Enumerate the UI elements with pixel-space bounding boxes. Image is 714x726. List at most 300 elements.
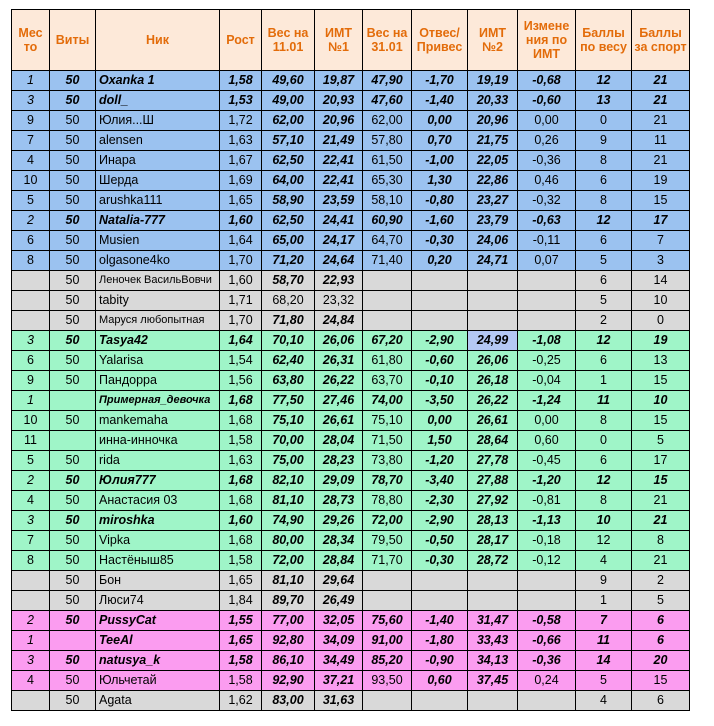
cell-weight-1101[interactable]: 64,00 [262,171,315,191]
header-bmi-change[interactable]: Измене ния по ИМТ [518,10,576,71]
cell-vity[interactable]: 50 [50,531,96,551]
cell-vity[interactable]: 50 [50,611,96,631]
cell-bmi2[interactable] [468,691,518,711]
cell-bmi1[interactable]: 28,04 [315,431,363,451]
cell-bmi2[interactable]: 27,88 [468,471,518,491]
cell-points-weight[interactable]: 10 [576,511,632,531]
cell-nick[interactable]: Пандорра [96,371,220,391]
cell-bmi-change[interactable]: -0,04 [518,371,576,391]
cell-bmi2[interactable]: 28,13 [468,511,518,531]
cell-bmi2[interactable]: 20,96 [468,111,518,131]
cell-delta[interactable]: -2,30 [412,491,468,511]
cell-nick[interactable]: alensen [96,131,220,151]
cell-height[interactable]: 1,53 [220,91,262,111]
cell-bmi-change[interactable]: -0,18 [518,531,576,551]
cell-bmi1[interactable]: 24,17 [315,231,363,251]
cell-vity[interactable]: 50 [50,491,96,511]
cell-place[interactable] [12,591,50,611]
cell-height[interactable]: 1,64 [220,231,262,251]
cell-bmi2[interactable]: 20,33 [468,91,518,111]
cell-bmi2[interactable]: 26,22 [468,391,518,411]
cell-weight-1101[interactable]: 63,80 [262,371,315,391]
cell-vity[interactable] [50,391,96,411]
cell-bmi-change[interactable]: -0,66 [518,631,576,651]
cell-delta[interactable]: -0,30 [412,231,468,251]
header-bmi1[interactable]: ИМТ №1 [315,10,363,71]
cell-place[interactable]: 2 [12,611,50,631]
cell-bmi1[interactable]: 21,49 [315,131,363,151]
cell-bmi2[interactable]: 22,86 [468,171,518,191]
cell-points-weight[interactable]: 6 [576,451,632,471]
cell-delta[interactable]: -1,20 [412,451,468,471]
cell-points-sport[interactable]: 15 [632,411,690,431]
cell-height[interactable]: 1,84 [220,591,262,611]
cell-points-sport[interactable]: 15 [632,671,690,691]
cell-place[interactable]: 3 [12,651,50,671]
cell-points-sport[interactable]: 15 [632,191,690,211]
cell-bmi2[interactable]: 23,27 [468,191,518,211]
cell-vity[interactable]: 50 [50,551,96,571]
cell-weight-1101[interactable]: 92,80 [262,631,315,651]
cell-points-sport[interactable]: 21 [632,511,690,531]
cell-weight-1101[interactable]: 58,90 [262,191,315,211]
cell-points-weight[interactable]: 2 [576,311,632,331]
cell-nick[interactable]: rida [96,451,220,471]
cell-nick[interactable]: Yalarisa [96,351,220,371]
cell-delta[interactable] [412,291,468,311]
cell-bmi1[interactable]: 24,84 [315,311,363,331]
cell-height[interactable]: 1,68 [220,471,262,491]
cell-weight-3101[interactable]: 62,00 [363,111,412,131]
cell-points-sport[interactable]: 3 [632,251,690,271]
cell-height[interactable]: 1,58 [220,551,262,571]
cell-place[interactable]: 4 [12,151,50,171]
cell-delta[interactable]: -1,60 [412,211,468,231]
cell-vity[interactable]: 50 [50,131,96,151]
cell-height[interactable]: 1,65 [220,571,262,591]
cell-delta[interactable]: -2,90 [412,331,468,351]
cell-bmi1[interactable]: 26,22 [315,371,363,391]
cell-weight-1101[interactable]: 74,90 [262,511,315,531]
cell-vity[interactable]: 50 [50,371,96,391]
cell-vity[interactable]: 50 [50,311,96,331]
cell-points-sport[interactable]: 15 [632,371,690,391]
cell-nick[interactable]: Бон [96,571,220,591]
cell-bmi-change[interactable]: 0,46 [518,171,576,191]
cell-bmi1[interactable]: 28,73 [315,491,363,511]
cell-place[interactable]: 10 [12,171,50,191]
cell-nick[interactable]: PussyCat [96,611,220,631]
cell-delta[interactable]: -3,50 [412,391,468,411]
cell-bmi1[interactable]: 32,05 [315,611,363,631]
cell-bmi1[interactable]: 22,41 [315,171,363,191]
header-weight-1101[interactable]: Вес на 11.01 [262,10,315,71]
cell-weight-1101[interactable]: 62,40 [262,351,315,371]
cell-weight-3101[interactable]: 72,00 [363,511,412,531]
cell-bmi2[interactable] [468,311,518,331]
cell-points-sport[interactable]: 21 [632,91,690,111]
cell-height[interactable]: 1,72 [220,111,262,131]
cell-vity[interactable] [50,631,96,651]
cell-place[interactable]: 4 [12,491,50,511]
cell-bmi2[interactable]: 24,06 [468,231,518,251]
cell-nick[interactable]: Agata [96,691,220,711]
cell-place[interactable]: 7 [12,531,50,551]
cell-weight-1101[interactable]: 77,50 [262,391,315,411]
cell-nick[interactable]: tabity [96,291,220,311]
cell-points-sport[interactable]: 6 [632,631,690,651]
cell-place[interactable]: 1 [12,631,50,651]
cell-nick[interactable]: Инара [96,151,220,171]
cell-nick[interactable]: Леночек ВасильВовчи [96,271,220,291]
cell-bmi1[interactable]: 29,64 [315,571,363,591]
cell-weight-1101[interactable]: 72,00 [262,551,315,571]
cell-place[interactable]: 9 [12,111,50,131]
cell-points-sport[interactable]: 11 [632,131,690,151]
cell-bmi1[interactable]: 34,09 [315,631,363,651]
cell-weight-3101[interactable]: 75,10 [363,411,412,431]
cell-vity[interactable]: 50 [50,171,96,191]
cell-bmi2[interactable]: 23,79 [468,211,518,231]
cell-bmi1[interactable]: 28,84 [315,551,363,571]
cell-weight-3101[interactable]: 61,50 [363,151,412,171]
cell-bmi2[interactable]: 28,64 [468,431,518,451]
cell-bmi2[interactable] [468,271,518,291]
cell-place[interactable]: 1 [12,71,50,91]
cell-bmi1[interactable]: 28,23 [315,451,363,471]
cell-delta[interactable]: 1,50 [412,431,468,451]
cell-points-weight[interactable]: 12 [576,211,632,231]
cell-bmi2[interactable]: 34,13 [468,651,518,671]
cell-points-weight[interactable]: 13 [576,91,632,111]
cell-weight-1101[interactable]: 58,70 [262,271,315,291]
cell-bmi-change[interactable]: -1,24 [518,391,576,411]
cell-place[interactable]: 2 [12,211,50,231]
cell-height[interactable]: 1,68 [220,531,262,551]
cell-delta[interactable]: 0,00 [412,411,468,431]
cell-weight-1101[interactable]: 81,10 [262,491,315,511]
cell-delta[interactable]: -2,90 [412,511,468,531]
cell-height[interactable]: 1,69 [220,171,262,191]
cell-weight-3101[interactable]: 65,30 [363,171,412,191]
cell-weight-3101[interactable] [363,591,412,611]
cell-points-sport[interactable]: 6 [632,691,690,711]
cell-height[interactable]: 1,60 [220,511,262,531]
cell-weight-3101[interactable]: 71,70 [363,551,412,571]
cell-points-weight[interactable]: 12 [576,71,632,91]
cell-bmi-change[interactable] [518,311,576,331]
cell-bmi-change[interactable]: -0,11 [518,231,576,251]
cell-vity[interactable]: 50 [50,691,96,711]
cell-bmi2[interactable]: 26,06 [468,351,518,371]
cell-points-weight[interactable]: 4 [576,691,632,711]
header-place[interactable]: Мес то [12,10,50,71]
cell-bmi2[interactable]: 28,72 [468,551,518,571]
cell-weight-3101[interactable] [363,571,412,591]
cell-weight-1101[interactable]: 68,20 [262,291,315,311]
cell-bmi-change[interactable]: -1,08 [518,331,576,351]
cell-nick[interactable]: Natalia-777 [96,211,220,231]
cell-nick[interactable]: arushka111 [96,191,220,211]
cell-height[interactable]: 1,60 [220,271,262,291]
cell-points-weight[interactable]: 1 [576,371,632,391]
cell-delta[interactable]: -1,70 [412,71,468,91]
cell-bmi1[interactable]: 22,41 [315,151,363,171]
cell-bmi1[interactable]: 37,21 [315,671,363,691]
cell-vity[interactable]: 50 [50,151,96,171]
cell-vity[interactable]: 50 [50,271,96,291]
cell-height[interactable]: 1,55 [220,611,262,631]
cell-weight-3101[interactable]: 57,80 [363,131,412,151]
cell-delta[interactable]: 1,30 [412,171,468,191]
cell-points-weight[interactable]: 5 [576,671,632,691]
cell-delta[interactable]: 0,20 [412,251,468,271]
cell-delta[interactable]: 0,70 [412,131,468,151]
cell-points-weight[interactable]: 9 [576,131,632,151]
cell-nick[interactable]: инна-инночка [96,431,220,451]
cell-bmi2[interactable] [468,291,518,311]
cell-weight-3101[interactable] [363,311,412,331]
header-bmi2[interactable]: ИМТ №2 [468,10,518,71]
cell-vity[interactable]: 50 [50,191,96,211]
cell-height[interactable]: 1,60 [220,211,262,231]
cell-points-weight[interactable]: 12 [576,531,632,551]
cell-weight-3101[interactable]: 85,20 [363,651,412,671]
cell-height[interactable]: 1,63 [220,451,262,471]
cell-bmi-change[interactable]: -0,60 [518,91,576,111]
cell-bmi1[interactable]: 22,93 [315,271,363,291]
cell-height[interactable]: 1,62 [220,691,262,711]
cell-weight-3101[interactable]: 79,50 [363,531,412,551]
cell-delta[interactable]: -0,30 [412,551,468,571]
cell-nick[interactable]: Анастасия 03 [96,491,220,511]
cell-points-sport[interactable]: 21 [632,491,690,511]
cell-weight-3101[interactable]: 63,70 [363,371,412,391]
cell-delta[interactable]: -1,00 [412,151,468,171]
cell-vity[interactable]: 50 [50,71,96,91]
cell-weight-3101[interactable]: 71,40 [363,251,412,271]
cell-points-weight[interactable]: 6 [576,351,632,371]
cell-nick[interactable]: Oxanka 1 [96,71,220,91]
cell-bmi1[interactable]: 19,87 [315,71,363,91]
cell-weight-1101[interactable]: 92,90 [262,671,315,691]
cell-points-weight[interactable]: 6 [576,231,632,251]
cell-height[interactable]: 1,68 [220,391,262,411]
cell-nick[interactable]: Юлия777 [96,471,220,491]
cell-points-sport[interactable]: 7 [632,231,690,251]
cell-place[interactable]: 6 [12,351,50,371]
cell-points-weight[interactable]: 4 [576,551,632,571]
cell-weight-1101[interactable]: 82,10 [262,471,315,491]
cell-height[interactable]: 1,65 [220,191,262,211]
cell-points-sport[interactable]: 17 [632,451,690,471]
cell-height[interactable]: 1,58 [220,671,262,691]
cell-height[interactable]: 1,63 [220,131,262,151]
cell-vity[interactable]: 50 [50,331,96,351]
cell-points-weight[interactable]: 8 [576,411,632,431]
cell-place[interactable]: 1 [12,391,50,411]
cell-nick[interactable]: olgasone4ko [96,251,220,271]
cell-nick[interactable]: Примерная_девочка [96,391,220,411]
cell-nick[interactable]: TeeAl [96,631,220,651]
cell-bmi1[interactable]: 23,32 [315,291,363,311]
cell-bmi1[interactable]: 26,06 [315,331,363,351]
cell-weight-3101[interactable]: 78,80 [363,491,412,511]
cell-bmi2[interactable]: 22,05 [468,151,518,171]
cell-bmi1[interactable]: 27,46 [315,391,363,411]
cell-delta[interactable]: -0,60 [412,351,468,371]
cell-bmi2[interactable]: 21,75 [468,131,518,151]
cell-delta[interactable]: 0,00 [412,111,468,131]
cell-place[interactable] [12,271,50,291]
cell-bmi1[interactable]: 26,49 [315,591,363,611]
cell-vity[interactable]: 50 [50,571,96,591]
cell-height[interactable]: 1,65 [220,631,262,651]
header-delta[interactable]: Отвес/ Привес [412,10,468,71]
cell-bmi1[interactable]: 28,34 [315,531,363,551]
cell-weight-1101[interactable]: 62,50 [262,151,315,171]
header-points-sport[interactable]: Баллы за спорт [632,10,690,71]
cell-nick[interactable]: Musien [96,231,220,251]
cell-place[interactable]: 3 [12,91,50,111]
cell-weight-3101[interactable]: 58,10 [363,191,412,211]
cell-points-sport[interactable]: 8 [632,531,690,551]
cell-height[interactable]: 1,67 [220,151,262,171]
cell-points-sport[interactable]: 21 [632,151,690,171]
cell-vity[interactable]: 50 [50,671,96,691]
cell-nick[interactable]: mankemaha [96,411,220,431]
cell-points-weight[interactable]: 1 [576,591,632,611]
cell-bmi-change[interactable]: -0,68 [518,71,576,91]
cell-place[interactable]: 11 [12,431,50,451]
cell-weight-3101[interactable]: 47,90 [363,71,412,91]
cell-vity[interactable]: 50 [50,231,96,251]
cell-weight-3101[interactable]: 91,00 [363,631,412,651]
cell-nick[interactable]: natusya_k [96,651,220,671]
cell-points-sport[interactable]: 5 [632,431,690,451]
cell-bmi2[interactable]: 31,47 [468,611,518,631]
cell-weight-1101[interactable]: 71,20 [262,251,315,271]
cell-bmi-change[interactable]: -1,13 [518,511,576,531]
cell-nick[interactable]: doll_ [96,91,220,111]
cell-weight-1101[interactable]: 80,00 [262,531,315,551]
cell-height[interactable]: 1,54 [220,351,262,371]
cell-place[interactable] [12,291,50,311]
cell-height[interactable]: 1,70 [220,311,262,331]
cell-points-sport[interactable]: 6 [632,611,690,631]
cell-height[interactable]: 1,71 [220,291,262,311]
header-vity[interactable]: Виты [50,10,96,71]
cell-bmi1[interactable]: 26,31 [315,351,363,371]
cell-points-sport[interactable]: 2 [632,571,690,591]
cell-bmi-change[interactable] [518,591,576,611]
cell-place[interactable]: 8 [12,251,50,271]
cell-weight-3101[interactable]: 67,20 [363,331,412,351]
cell-weight-3101[interactable]: 47,60 [363,91,412,111]
cell-weight-3101[interactable] [363,691,412,711]
cell-nick[interactable]: Юльчетай [96,671,220,691]
cell-place[interactable]: 6 [12,231,50,251]
cell-delta[interactable]: -1,40 [412,611,468,631]
cell-bmi-change[interactable]: -1,20 [518,471,576,491]
cell-delta[interactable]: -1,80 [412,631,468,651]
cell-points-weight[interactable]: 0 [576,111,632,131]
cell-points-sport[interactable]: 19 [632,331,690,351]
cell-points-weight[interactable]: 8 [576,491,632,511]
cell-vity[interactable]: 50 [50,591,96,611]
cell-vity[interactable] [50,431,96,451]
cell-delta[interactable] [412,591,468,611]
cell-weight-1101[interactable]: 62,50 [262,211,315,231]
cell-weight-1101[interactable]: 71,80 [262,311,315,331]
header-weight-3101[interactable]: Вес на 31.01 [363,10,412,71]
cell-bmi-change[interactable]: -0,36 [518,651,576,671]
cell-weight-3101[interactable] [363,291,412,311]
cell-bmi-change[interactable] [518,691,576,711]
cell-points-weight[interactable]: 11 [576,391,632,411]
cell-points-weight[interactable]: 11 [576,631,632,651]
header-nick[interactable]: Ник [96,10,220,71]
cell-bmi-change[interactable]: -0,58 [518,611,576,631]
cell-delta[interactable]: 0,60 [412,671,468,691]
cell-points-sport[interactable]: 20 [632,651,690,671]
cell-bmi2[interactable]: 27,78 [468,451,518,471]
cell-weight-3101[interactable]: 75,60 [363,611,412,631]
cell-weight-1101[interactable]: 77,00 [262,611,315,631]
cell-weight-3101[interactable]: 71,50 [363,431,412,451]
cell-weight-1101[interactable]: 81,10 [262,571,315,591]
cell-bmi-change[interactable]: 0,24 [518,671,576,691]
cell-weight-1101[interactable]: 62,00 [262,111,315,131]
cell-nick[interactable]: miroshka [96,511,220,531]
cell-place[interactable]: 2 [12,471,50,491]
cell-bmi-change[interactable]: -0,81 [518,491,576,511]
cell-points-sport[interactable]: 10 [632,291,690,311]
cell-vity[interactable]: 50 [50,111,96,131]
cell-delta[interactable]: -3,40 [412,471,468,491]
cell-bmi2[interactable]: 33,43 [468,631,518,651]
cell-vity[interactable]: 50 [50,351,96,371]
cell-place[interactable]: 3 [12,511,50,531]
cell-points-weight[interactable]: 0 [576,431,632,451]
cell-vity[interactable]: 50 [50,211,96,231]
cell-bmi-change[interactable]: -0,63 [518,211,576,231]
cell-bmi2[interactable]: 26,18 [468,371,518,391]
cell-delta[interactable]: -0,80 [412,191,468,211]
cell-bmi1[interactable]: 24,64 [315,251,363,271]
cell-place[interactable]: 10 [12,411,50,431]
cell-bmi-change[interactable] [518,571,576,591]
cell-bmi-change[interactable]: 0,60 [518,431,576,451]
cell-delta[interactable] [412,311,468,331]
cell-delta[interactable]: -1,40 [412,91,468,111]
cell-points-weight[interactable]: 8 [576,191,632,211]
cell-place[interactable]: 9 [12,371,50,391]
cell-nick[interactable]: Tasya42 [96,331,220,351]
cell-weight-3101[interactable]: 61,80 [363,351,412,371]
cell-points-weight[interactable]: 12 [576,471,632,491]
cell-height[interactable]: 1,58 [220,651,262,671]
cell-weight-1101[interactable]: 75,00 [262,451,315,471]
cell-bmi1[interactable]: 24,41 [315,211,363,231]
cell-points-sport[interactable]: 21 [632,71,690,91]
cell-place[interactable] [12,691,50,711]
cell-delta[interactable]: -0,10 [412,371,468,391]
cell-bmi-change[interactable]: 0,26 [518,131,576,151]
cell-vity[interactable]: 50 [50,411,96,431]
cell-bmi2[interactable]: 24,71 [468,251,518,271]
cell-bmi1[interactable]: 20,93 [315,91,363,111]
